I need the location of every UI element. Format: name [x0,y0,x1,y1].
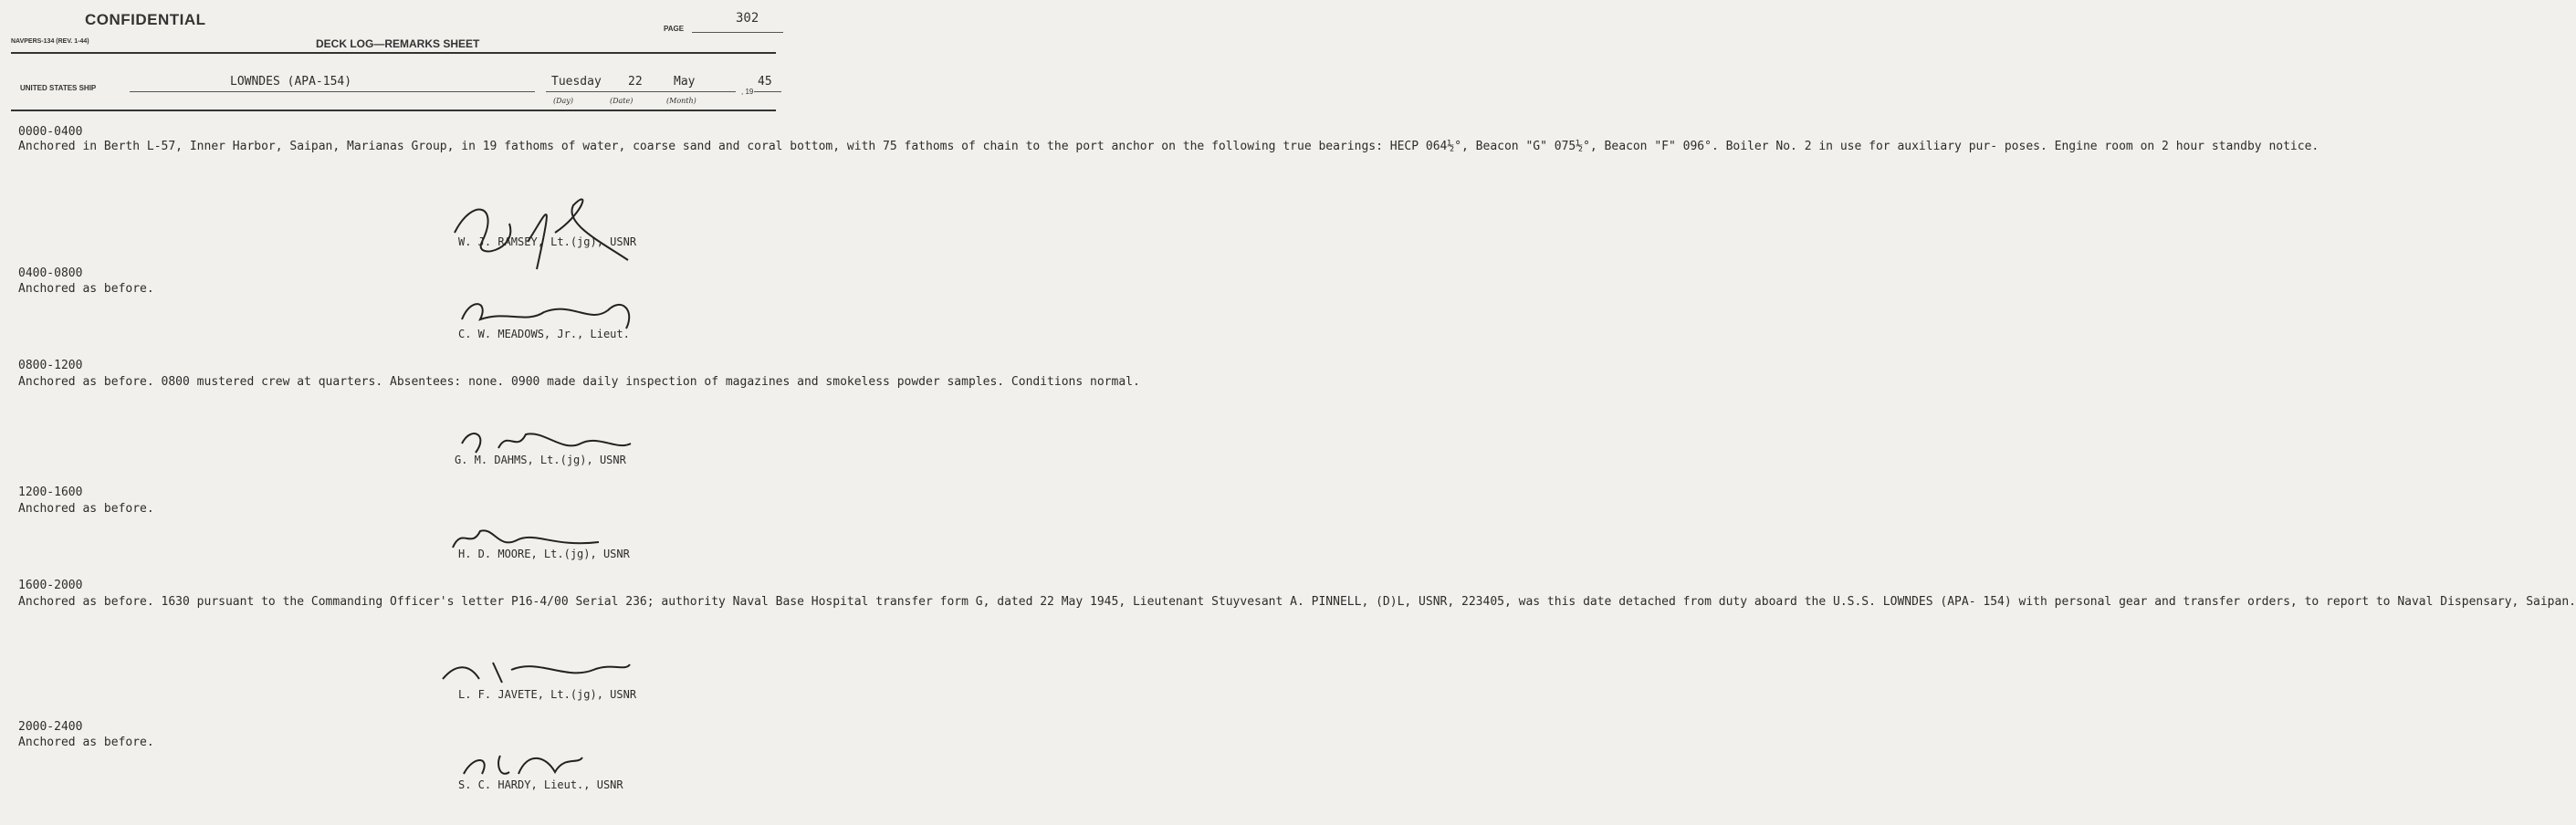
month-value: May [674,75,696,89]
date-line [546,91,736,92]
sheet-title: DECK LOG—REMARKS SHEET [316,37,480,50]
signature-block: L. F. JAVETE, Lt.(jg), USNR [458,688,637,701]
signature-block: W. J. RAMSEY, Lt.(jg), USNR [458,235,637,248]
header-bottom-rule [11,110,776,111]
watch-period: 0800-1200 [18,359,83,372]
ship-name-line [130,91,535,92]
watch-period: 0400-0800 [18,266,83,280]
watch-remarks: Anchored in Berth L-57, Inner Harbor, Saipan, Marianas Group, in 19 fathoms of water, coarse sand and coral bottom, with 75 fathoms of chain to the port anchor on the following true bearings: HECP 064½°, Beacon "G" 075½°, Beacon "F" 096°. Boiler No. 2 in use for auxiliary pur- poses. Engine room on 2 hour standby notice. [18,140,2319,153]
header-divider [11,52,776,54]
page-number: 302 [736,11,759,26]
page-label: PAGE [664,25,685,33]
date-value: 22 [628,75,643,89]
year-value: 45 [758,75,772,89]
day-value: Tuesday [551,75,602,89]
month-caption: (Month) [666,97,696,105]
signature-ramsey [445,178,655,278]
signature-javete [438,653,639,690]
page-number-line [692,32,783,33]
day-caption: (Day) [553,97,573,105]
signature-block: H. D. MOORE, Lt.(jg), USNR [458,548,630,560]
watch-period: 1600-2000 [18,579,83,592]
watch-remarks: Anchored as before. [18,282,154,296]
date-caption: (Date) [610,97,634,105]
year-prefix: , 19 [741,88,754,96]
watch-remarks: Anchored as before. [18,502,154,516]
watch-remarks: Anchored as before. [18,736,154,749]
signature-block: G. M. DAHMS, Lt.(jg), USNR [455,454,626,466]
watch-remarks: Anchored as before. 0800 mustered crew at quarters. Absentees: none. 0900 made daily inspection of magazines and smokeless powder samples. Conditions normal. [18,375,1140,389]
watch-remarks: Anchored as before. 1630 pursuant to the Commanding Officer's letter P16-4/00 Serial 236; authority Naval Base Hospital transfer form G, dated 22 May 1945, Lieutenant Stuyvesant A. PINNELL, (D)L, USNR, 223405, was this date detached from duty aboard the U.S.S. LOWNDES (APA- 154) with personal gear and transfer orders, to report to Naval Dispensary, Saipan. [18,595,2576,609]
watch-period: 2000-2400 [18,720,83,734]
signature-block: S. C. HARDY, Lieut., USNR [458,778,623,791]
form-number: NAVPERS-134 (REV. 1-44) [11,38,89,45]
ship-name: LOWNDES (APA-154) [230,75,352,89]
watch-period: 0000-0400 [18,125,83,139]
year-line [754,91,781,92]
ship-label: UNITED STATES SHIP [20,84,97,92]
classification-label: CONFIDENTIAL [85,11,206,28]
signature-block: C. W. MEADOWS, Jr., Lieut. [458,328,630,340]
watch-period: 1200-1600 [18,486,83,499]
